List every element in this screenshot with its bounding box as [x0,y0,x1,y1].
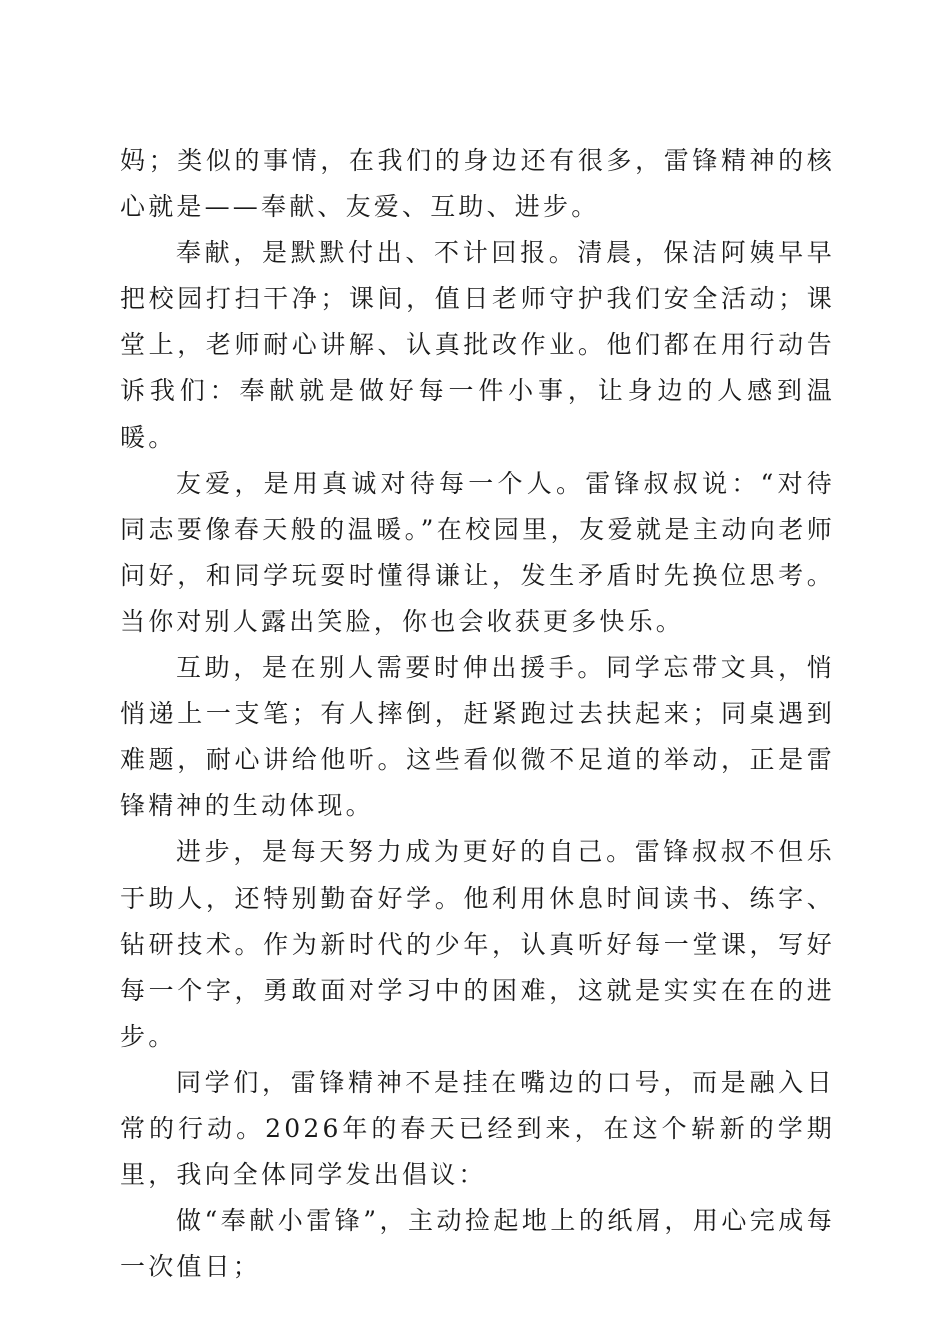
paragraph-proposal-item: 做“奉献小雷锋”，主动捡起地上的纸屑，用心完成每一次值日； [120,1206,835,1282]
paragraph-mutual-help: 互助，是在别人需要时伸出援手。同学忘带文具，悄悄递上一支笔；有人摔倒，赶紧跑过去扶起来；同桌遇到难题，耐心讲给他听。这些看似微不足道的举动，正是雷锋精神的生动体现。 [120,653,835,821]
paragraph-friendship: 友爱，是用真诚对待每一个人。雷锋叔叔说：“对待同志要像春天般的温暖。”在校园里，友爱就是主动向老师问好，和同学玩耍时懂得谦让，发生矛盾时先换位思考。当你对别人露出笑脸，你也会收获更多快乐。 [120,468,835,636]
document-body [120,138,835,1290]
paragraph-continuation: 妈；类似的事情，在我们的身边还有很多，雷锋精神的核心就是——奉献、友爱、互助、进步。 [120,146,835,222]
paragraph-progress: 进步，是每天努力成为更好的自己。雷锋叔叔不但乐于助人，还特别勤奋好学。他利用休息时间读书、练字、钻研技术。作为新时代的少年，认真听好每一堂课，写好每一个字，勇敢面对学习中的困难，这就是实实在在的进步。 [120,837,835,1051]
paragraph-proposal-intro: 同学们，雷锋精神不是挂在嘴边的口号，而是融入日常的行动。2026年的春天已经到来，在这个崭新的学期里，我向全体同学发出倡议： [120,1067,835,1190]
paragraph-dedication: 奉献，是默默付出、不计回报。清晨，保洁阿姨早早把校园打扫干净；课间，值日老师守护我们安全活动；课堂上，老师耐心讲解、认真批改作业。他们都在用行动告诉我们：奉献就是做好每一件小事，让身边的人感到温暖。 [120,238,835,452]
